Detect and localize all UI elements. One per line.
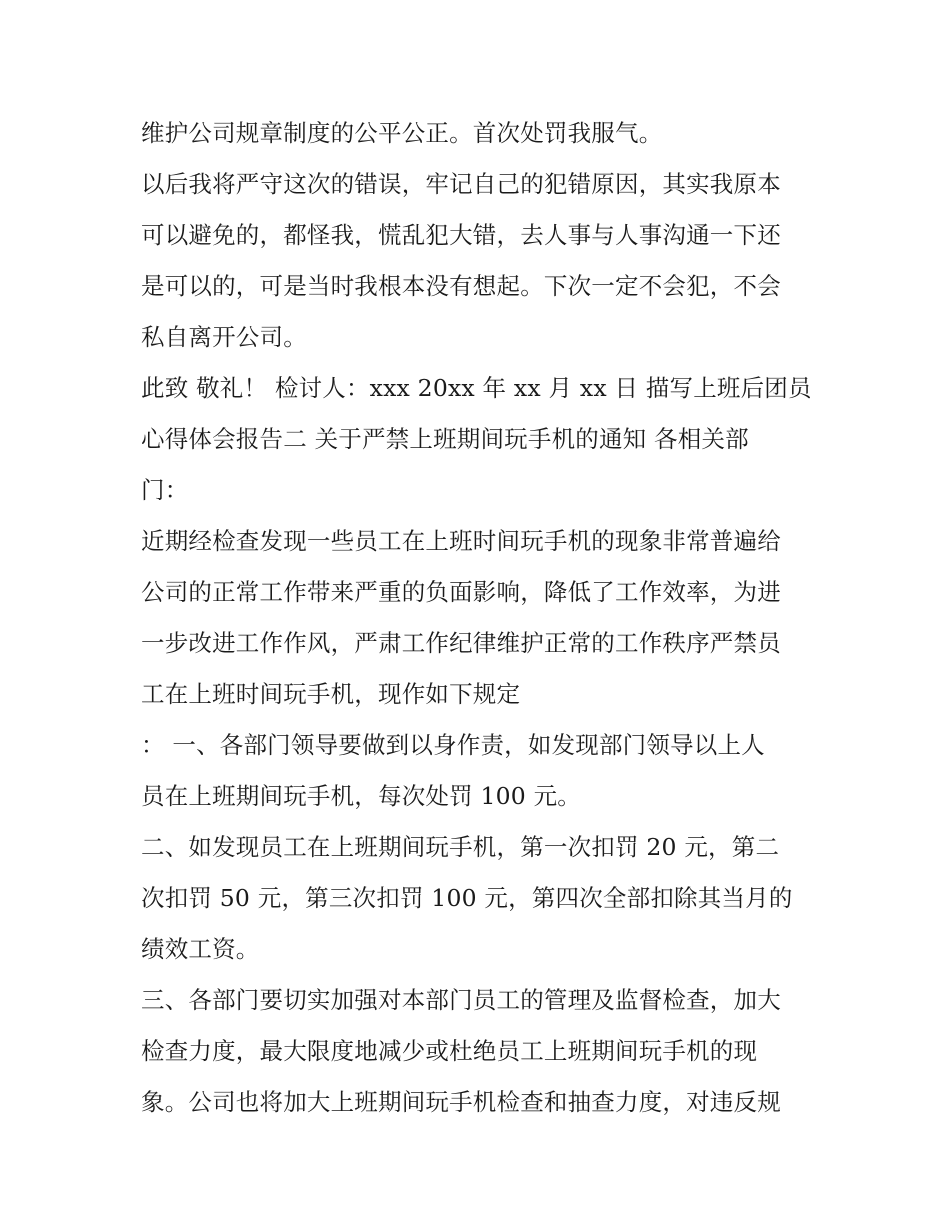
- document-body: [141, 108, 821, 1128]
- text-line: 三、各部门要切实加强对本部门员工的管理及监督检查，加大: [141, 986, 781, 1014]
- text-line: 近期经检查发现一些员工在上班时间玩手机的现象非常普遍给: [141, 527, 781, 555]
- text-line: 此致 敬礼！ 检讨人：xxx 20xx 年 xx 月 xx 日 描写上班后团员: [141, 374, 812, 402]
- text-line: 次扣罚 50 元，第三次扣罚 100 元，第四次全部扣除其当月的: [141, 884, 793, 912]
- text-line: 心得体会报告二 关于严禁上班期间玩手机的通知 各相关部: [141, 425, 749, 453]
- text-line: ： 一、各部门领导要做到以身作责，如发现部门领导以上人: [141, 731, 765, 759]
- text-line: 是可以的，可是当时我根本没有想起。下次一定不会犯，不会: [141, 272, 781, 300]
- text-line: 象。公司也将加大上班期间玩手机检查和抽查力度，对违反规: [141, 1088, 781, 1116]
- text-line: 工在上班时间玩手机，现作如下规定: [141, 680, 521, 708]
- text-line: 员在上班期间玩手机，每次处罚 100 元。: [141, 782, 581, 810]
- text-line: 检查力度，最大限度地减少或杜绝员工上班期间玩手机的现: [141, 1037, 758, 1065]
- text-line: 可以避免的，都怪我，慌乱犯大错，去人事与人事沟通一下还: [141, 221, 781, 249]
- text-line: 公司的正常工作带来严重的负面影响，降低了工作效率，为进: [141, 578, 781, 606]
- text-line: 一步改进工作作风，严肃工作纪律维护正常的工作秩序严禁员: [141, 629, 781, 657]
- text-line: 门：: [141, 476, 189, 504]
- text-line: 以后我将严守这次的错误，牢记自己的犯错原因，其实我原本: [141, 170, 781, 198]
- text-line: 绩效工资。: [141, 935, 260, 963]
- text-line: 二、如发现员工在上班期间玩手机，第一次扣罚 20 元，第二: [141, 833, 780, 861]
- text-line: 维护公司规章制度的公平公正。首次处罚我服气。: [141, 119, 663, 147]
- text-line: 私自离开公司。: [141, 323, 307, 351]
